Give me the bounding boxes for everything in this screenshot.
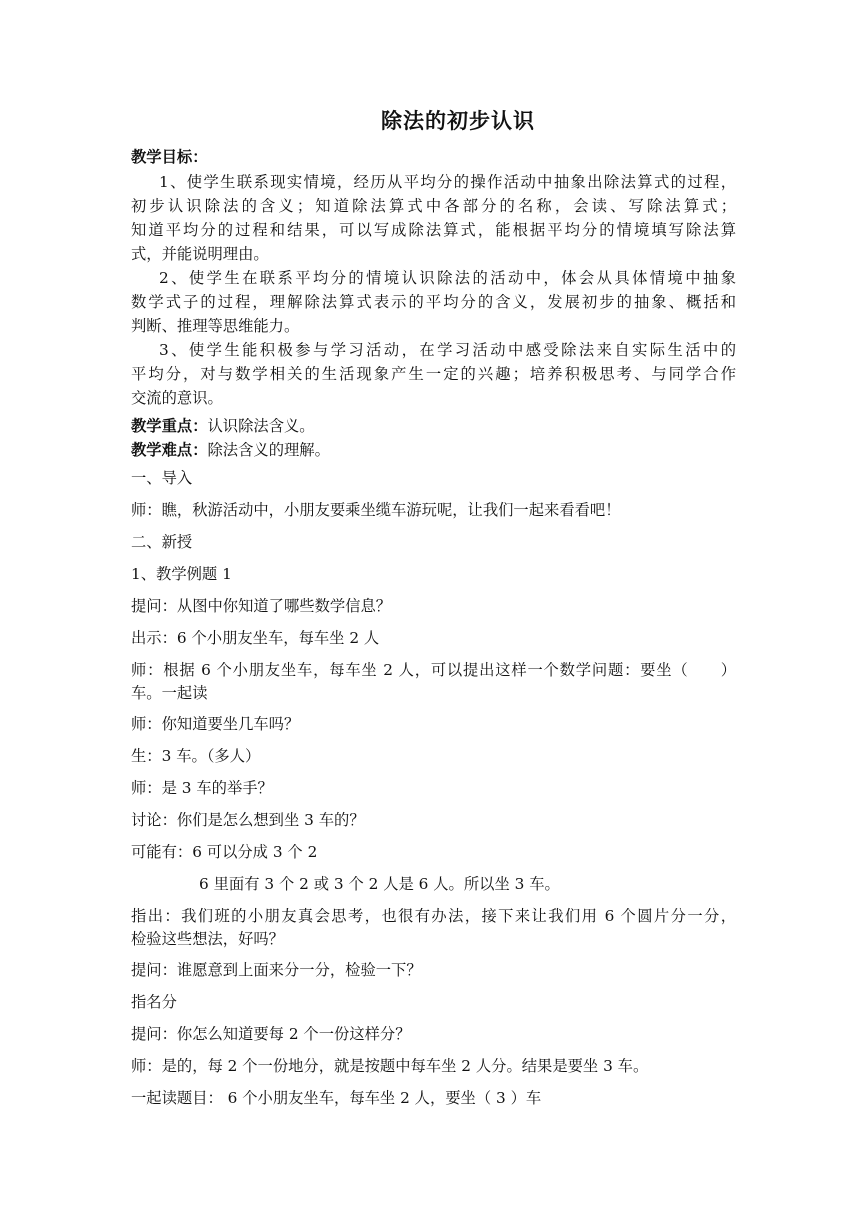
key-point-label: 教学重点： (131, 417, 208, 435)
difficulty-text: 除法含义的理解。 (207, 441, 330, 459)
lesson-line: 6 里面有 3 个 2 或 3 个 2 人是 6 人。所以坐 3 车。 (199, 875, 560, 893)
lesson-line: 出示：6 个小朋友坐车，每车坐 2 人 (131, 629, 380, 647)
lesson-line: 提问：谁愿意到上面来分一分，检验一下？ (131, 961, 422, 979)
lesson-line: 一起读题目： 6 个小朋友坐车，每车坐 2 人，要坐（ 3 ）车 (131, 1089, 542, 1107)
objective-1-line-2: 初步认识除法的含义；知道除法算式中各部分的名称，会读、写除法算式； (131, 197, 736, 215)
objectives-heading: 教学目标： (131, 148, 208, 166)
objective-2-line-3: 判断、推理等思维能力。 (131, 317, 300, 335)
lesson-line: 检验这些想法，好吗？ (131, 930, 284, 948)
lesson-line: 师：你知道要坐几车吗？ (131, 715, 300, 733)
section-intro-heading: 一、导入 (131, 469, 193, 487)
objective-3-line-3: 交流的意识。 (131, 389, 223, 407)
lesson-line: 师：是 3 车的举手？ (131, 779, 273, 797)
lesson-line: 提问：你怎么知道要每 2 个一份这样分？ (131, 1025, 411, 1043)
key-point (131, 416, 315, 436)
section-new-heading: 二、新授 (131, 533, 193, 551)
objective-3-line-1: 3、使学生能积极参与学习活动，在学习活动中感受除法来自实际生活中的 (159, 341, 736, 359)
document-title: 除法的初步认识 (381, 109, 535, 133)
difficulty (131, 440, 330, 460)
lesson-line: 可能有：6 可以分成 3 个 2 (131, 843, 318, 861)
lesson-line: 讨论：你们是怎么想到坐 3 车的？ (131, 811, 365, 829)
lesson-line: 师：是的，每 2 个一份地分，就是按题中每车坐 2 人分。结果是要坐 3 车。 (131, 1057, 649, 1075)
lesson-line: 车。一起读 (131, 684, 208, 702)
objective-1-line-4: 式，并能说明理由。 (131, 245, 269, 263)
objective-3-line-2: 平均分，对与数学相关的生活现象产生一定的兴趣；培养积极思考、与同学合作 (131, 365, 736, 383)
key-point-text: 认识除法含义。 (207, 417, 315, 435)
lesson-line: 师：瞧，秋游活动中，小朋友要乘坐缆车游玩呢，让我们一起来看看吧！ (131, 501, 621, 519)
lesson-line: 生：3 车。（多人） (131, 747, 261, 765)
lesson-line: 指出：我们班的小朋友真会思考，也很有办法，接下来让我们用 6 个圆片分一分， (131, 907, 736, 925)
lesson-line: 1、教学例题 1 (131, 565, 232, 583)
difficulty-label: 教学难点： (131, 441, 208, 459)
lesson-line: 提问：从图中你知道了哪些数学信息？ (131, 597, 392, 615)
objective-2-line-1: 2、使学生在联系平均分的情境认识除法的活动中，体会从具体情境中抽象 (159, 269, 736, 287)
objective-1-line-1: 1、使学生联系现实情境，经历从平均分的操作活动中抽象出除法算式的过程， (159, 173, 736, 191)
objective-1-line-3: 知道平均分的过程和结果，可以写成除法算式，能根据平均分的情境填写除法算 (131, 221, 736, 239)
lesson-line: 指名分 (131, 993, 177, 1011)
lesson-line: 师：根据 6 个小朋友坐车，每车坐 2 人，可以提出这样一个数学问题：要坐（ ） (131, 661, 736, 679)
objective-2-line-2: 数学式子的过程，理解除法算式表示的平均分的含义，发展初步的抽象、概括和 (131, 293, 736, 311)
